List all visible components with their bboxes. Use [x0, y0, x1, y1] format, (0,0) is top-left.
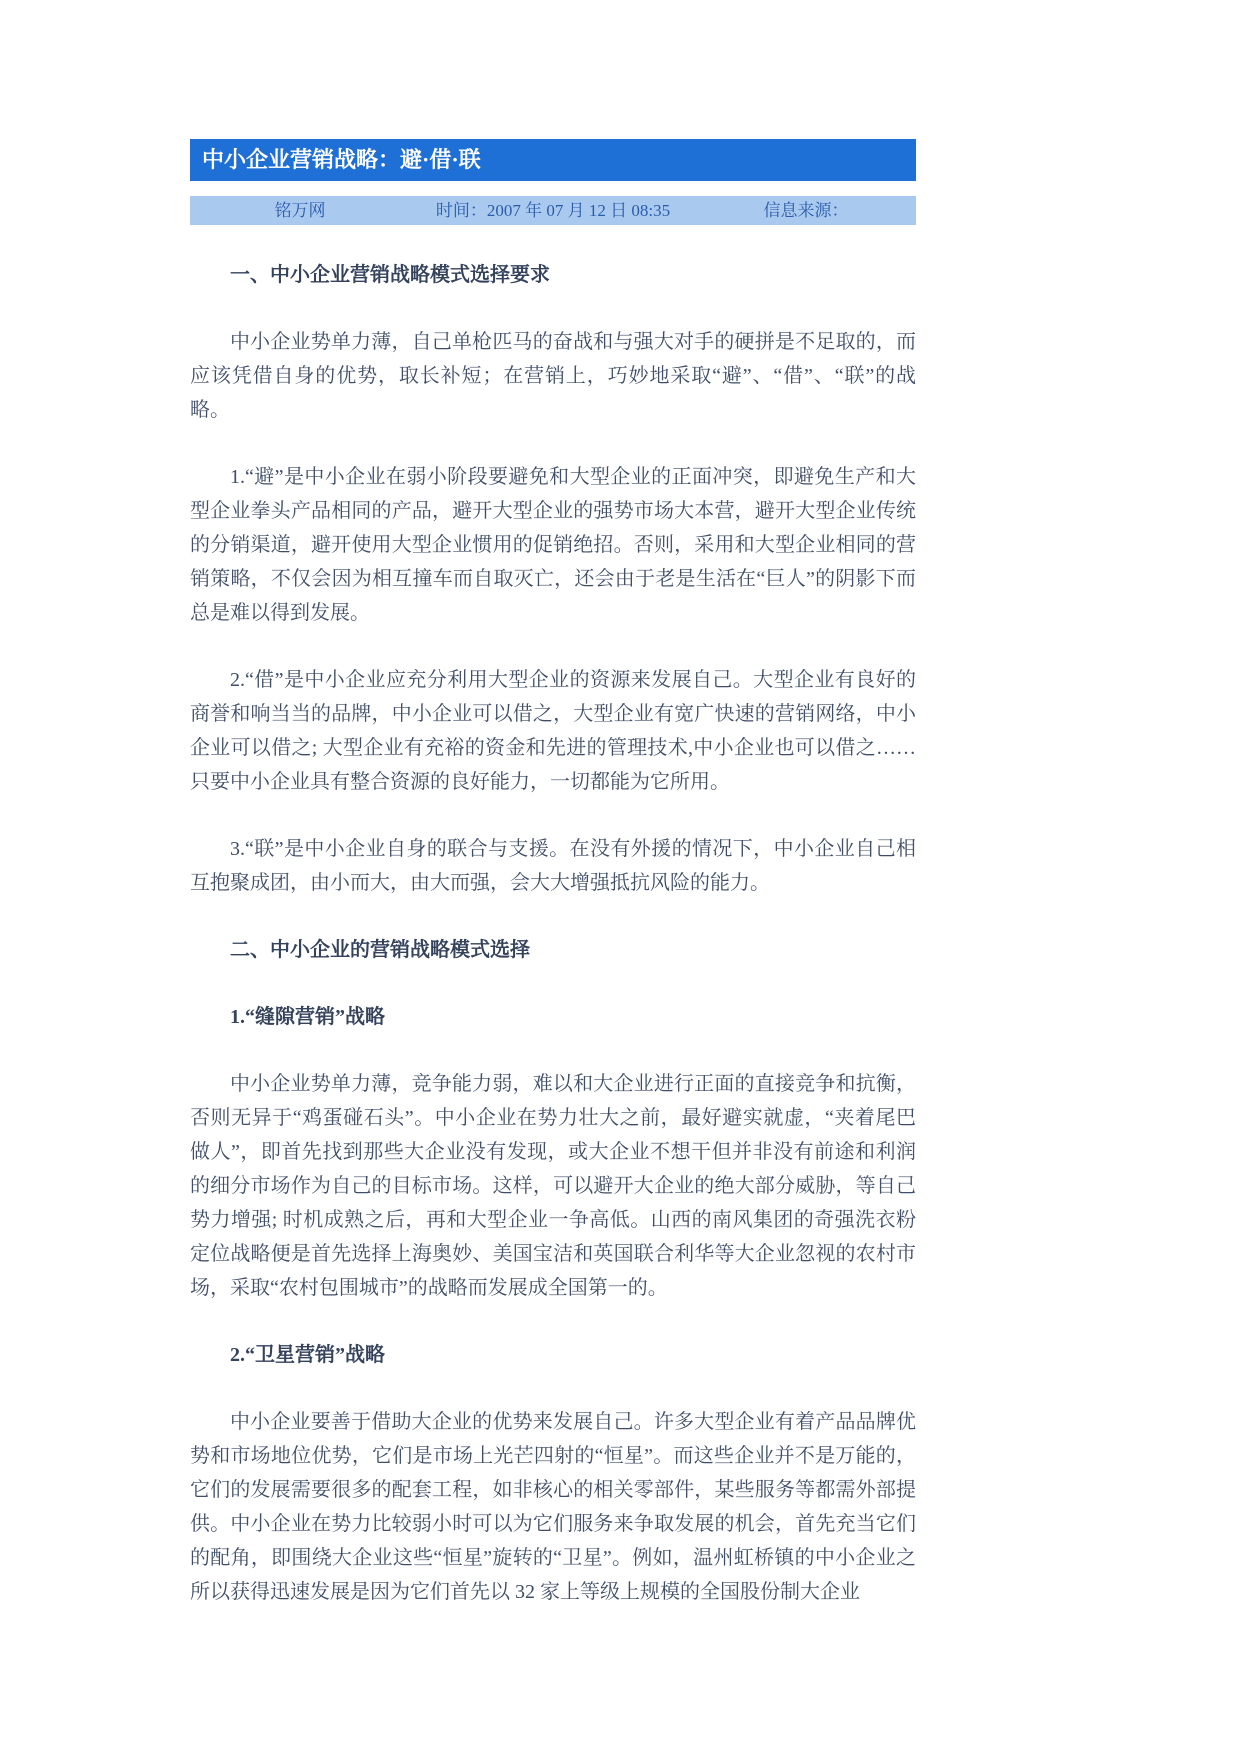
section-heading: 二、中小企业的营销战略模式选择: [230, 939, 530, 961]
sub-heading: 1.“缝隙营销”战略: [230, 1006, 385, 1028]
paragraph: 中小企业要善于借助大企业的优势来发展自己。许多大型企业有着产品品牌优势和市场地位优势，它们是市场上光芒四射的“恒星”。而这些企业并不是万能的，它们的发展需要很多的配套工程，如非核心的相关零部件，某些服务等都需外部提供。中小企业在势力比较弱小时可以为它们服务来争取发展的机会，首先充当它们的配角，即围绕大企业这些“恒星”旋转的“卫星”。例如，温州虹桥镇的中小企业之所以获得迅速发展是因为它们首先以 32 家上等级上规模的全国股份制大企业: [190, 1411, 916, 1603]
section-heading: 一、中小企业营销战略模式选择要求: [230, 264, 550, 286]
article-body: [190, 258, 916, 1609]
sub-heading: 2.“卫星营销”战略: [230, 1344, 385, 1366]
paragraph: 1.“避”是中小企业在弱小阶段要避免和大型企业的正面冲突，即避免生产和大型企业拳头产品相同的产品，避开大型企业的强势市场大本营，避开大型企业传统的分销渠道，避开使用大型企业惯用的促销绝招。否则，采用和大型企业相同的营销策略，不仅会因为相互撞车而自取灭亡，还会由于老是生活在“巨人”的阴影下而总是难以得到发展。: [190, 466, 916, 624]
paragraph: 3.“联”是中小企业自身的联合与支援。在没有外援的情况下，中小企业自己相互抱聚成团，由小而大，由大而强，会大大增强抵抗风险的能力。: [190, 838, 916, 894]
paragraph: 2.“借”是中小企业应充分利用大型企业的资源来发展自己。大型企业有良好的商誉和响当当的品牌，中小企业可以借之，大型企业有宽广快速的营销网络，中小企业可以借之; 大型企业有充裕的资金和先进的管理技术,中小企业也可以借之……只要中小企业具有整合资源的良好能力，一切都能为它所用。: [190, 669, 916, 793]
info-source-label: 信息来源：: [763, 201, 849, 220]
article-title: 中小企业营销战略：避·借·联: [202, 147, 481, 172]
article-container: [190, 139, 916, 1642]
source-site: 铭万网: [274, 201, 326, 220]
paragraph: 中小企业势单力薄，竞争能力弱，难以和大企业进行正面的直接竞争和抗衡，否则无异于“鸡蛋碰石头”。中小企业在势力壮大之前，最好避实就虚，“夹着尾巴做人”，即首先找到那些大企业没有发现，或大企业不想干但并非没有前途和利润的细分市场作为自己的目标市场。这样，可以避开大企业的绝大部分威胁，等自己势力增强; 时机成熟之后，再和大型企业一争高低。山西的南风集团的奇强洗衣粉定位战略便是首先选择上海奥妙、美国宝洁和英国联合利华等大企业忽视的农村市场，采取“农村包围城市”的战略而发展成全国第一的。: [190, 1073, 916, 1299]
article-meta-bar: [190, 196, 916, 225]
paragraph: 中小企业势单力薄，自己单枪匹马的奋战和与强大对手的硬拼是不足取的，而应该凭借自身的优势，取长补短；在营销上，巧妙地采取“避”、“借”、“联”的战略。: [190, 331, 916, 421]
publish-time: 时间：2007 年 07 月 12 日 08:35: [435, 201, 671, 220]
article-title-bar: [190, 139, 916, 181]
